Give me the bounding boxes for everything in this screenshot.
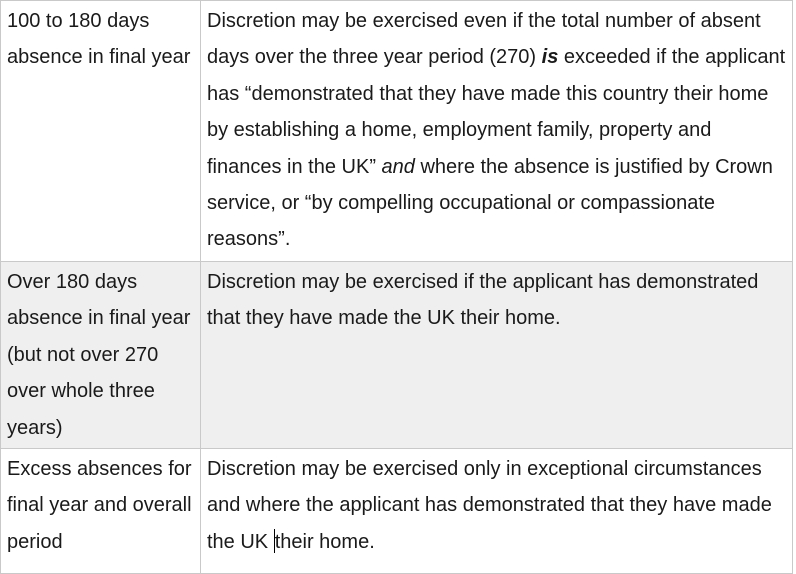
row-label: Over 180 days absence in final year (but not over 270 over whole three years) xyxy=(7,271,191,439)
row-label-cell[interactable] xyxy=(1,1,201,262)
description-text: Discretion may be exercised only in exceptional circumstances and where the applicant has demonstrated that they have made the UK xyxy=(207,458,772,553)
row-description-cell[interactable] xyxy=(201,449,793,574)
description-text: Discretion may be exercised even if the total number of absent days over the three year period (270) xyxy=(207,10,761,69)
emphasis-and: and xyxy=(381,155,415,178)
row-label: 100 to 180 days absence in final year xyxy=(7,10,191,69)
row-label: Excess absences for final year and overall period xyxy=(7,458,192,553)
description-text: Discretion may be exercised if the applicant has demonstrated that they have made the UK their home. xyxy=(207,271,759,330)
row-description-cell[interactable] xyxy=(201,1,793,262)
row-description-cell[interactable] xyxy=(201,262,793,449)
emphasis-is: is xyxy=(541,46,559,69)
row-label-cell[interactable] xyxy=(1,449,201,574)
description-text: exceeded if the applicant has “demonstrated that they have made this country their home by establishing a home, employment family, property and finances in the UK” xyxy=(207,46,786,178)
table-row xyxy=(1,262,793,449)
table-row xyxy=(1,449,793,574)
row-label-cell[interactable] xyxy=(1,262,201,449)
table-row xyxy=(1,1,793,262)
description-text: their home. xyxy=(274,530,375,553)
description-text: where the absence is justified by Crown service, or “by compelling occupational or compassionate reasons”. xyxy=(207,155,773,251)
